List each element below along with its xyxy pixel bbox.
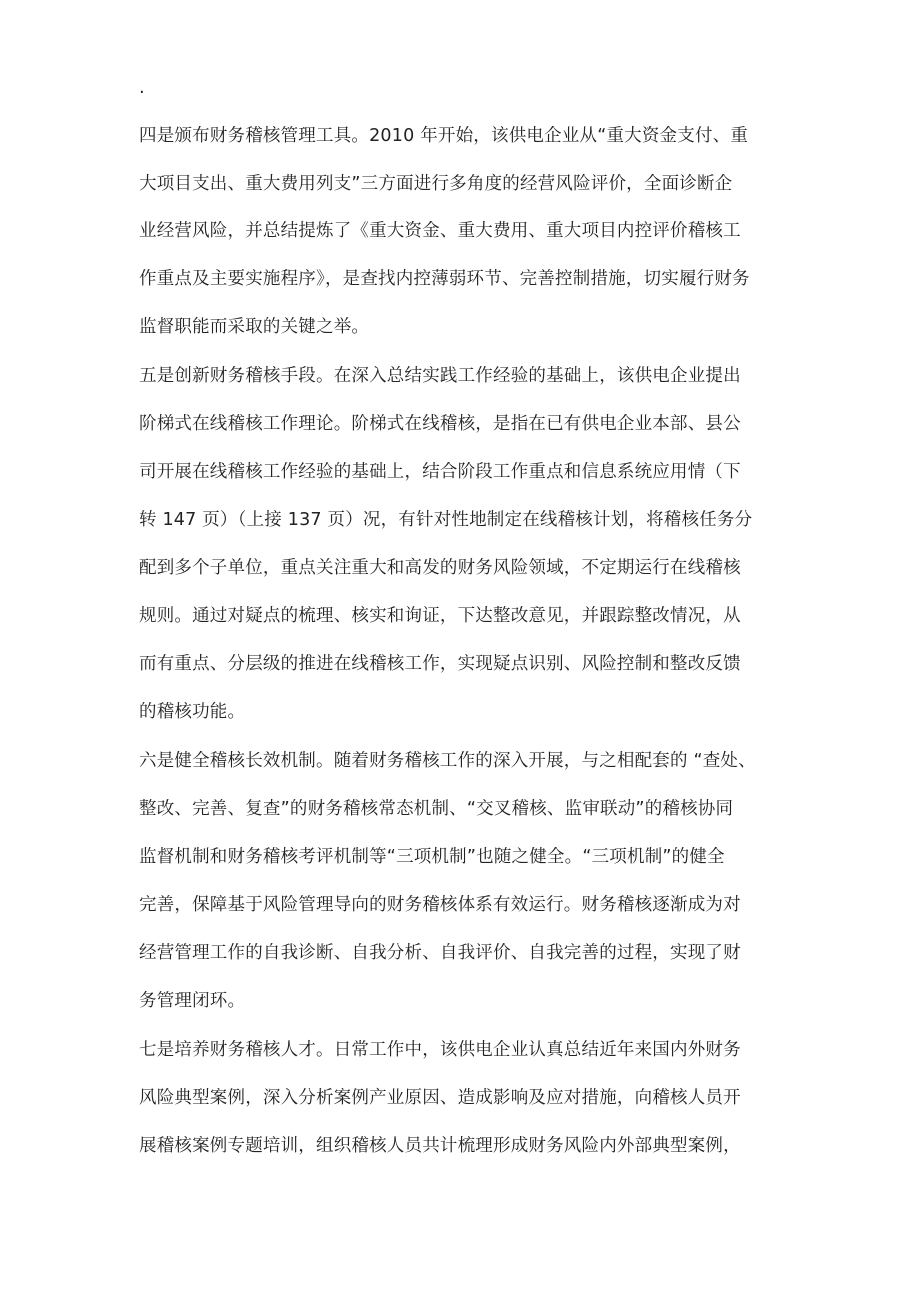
paragraph-line: 的稽核功能。 <box>139 702 246 722</box>
paragraph-line: 司开展在线稽核工作经验的基础上，结合阶段工作重点和信息系统应用情（下 <box>139 462 741 482</box>
paragraph-line: 大项目支出、重大费用列支”三方面进行多角度的经营风险评价，全面诊断企 <box>139 174 733 194</box>
paragraph-line: 五是创新财务稽核手段。在深入总结实践工作经验的基础上，该供电企业提出 <box>139 366 741 386</box>
paragraph-line: 规则。通过对疑点的梳理、核实和询证，下达整改意见，并跟踪整改情况，从 <box>139 606 741 626</box>
header-mark: . <box>139 77 145 98</box>
paragraph-line: 监督机制和财务稽核考评机制等“三项机制”也随之健全。“三项机制”的健全 <box>139 847 725 867</box>
paragraph-line: 而有重点、分层级的推进在线稽核工作，实现疑点识别、风险控制和整改反馈 <box>139 654 741 674</box>
paragraph-line: 经营管理工作的自我诊断、自我分析、自我评价、自我完善的过程，实现了财 <box>139 943 741 963</box>
paragraph-line: 监督职能而采取的关键之举。 <box>139 317 370 337</box>
paragraph-line: 六是健全稽核长效机制。随着财务稽核工作的深入开展，与之相配套的 “查处、 <box>139 751 756 771</box>
paragraph-line: 完善，保障基于风险管理导向的财务稽核体系有效运行。财务稽核逐渐成为对 <box>139 895 741 915</box>
paragraph-line: 阶梯式在线稽核工作理论。阶梯式在线稽核，是指在已有供电企业本部、县公 <box>139 414 741 434</box>
paragraph-line: 作重点及主要实施程序》，是查找内控薄弱环节、完善控制措施，切实履行财务 <box>139 269 750 289</box>
paragraph-line: 配到多个子单位，重点关注重大和高发的财务风险领域，不定期运行在线稽核 <box>139 558 741 578</box>
paragraph-line: 业经营风险，并总结提炼了《重大资金、重大费用、重大项目内控评价稽核工 <box>139 221 741 241</box>
paragraph-line: 转 147 页）（上接 137 页）况，有针对性地制定在线稽核计划，将稽核任务分 <box>139 510 753 530</box>
paragraph-line: 展稽核案例专题培训，组织稽核人员共计梳理形成财务风险内外部典型案例， <box>139 1136 741 1156</box>
paragraph-line: 整改、完善、复查”的财务稽核常态机制、“交叉稽核、监审联动”的稽核协同 <box>139 799 734 819</box>
paragraph-line: 七是培养财务稽核人才。日常工作中，该供电企业认真总结近年来国内外财务 <box>139 1040 741 1060</box>
paragraph-line: 务管理闭环。 <box>139 991 246 1011</box>
paragraph-line: 四是颁布财务稽核管理工具。2010 年开始，该供电企业从“重大资金支付、重 <box>139 126 749 146</box>
paragraph-line: 风险典型案例，深入分析案例产业原因、造成影响及应对措施，向稽核人员开 <box>139 1088 741 1108</box>
